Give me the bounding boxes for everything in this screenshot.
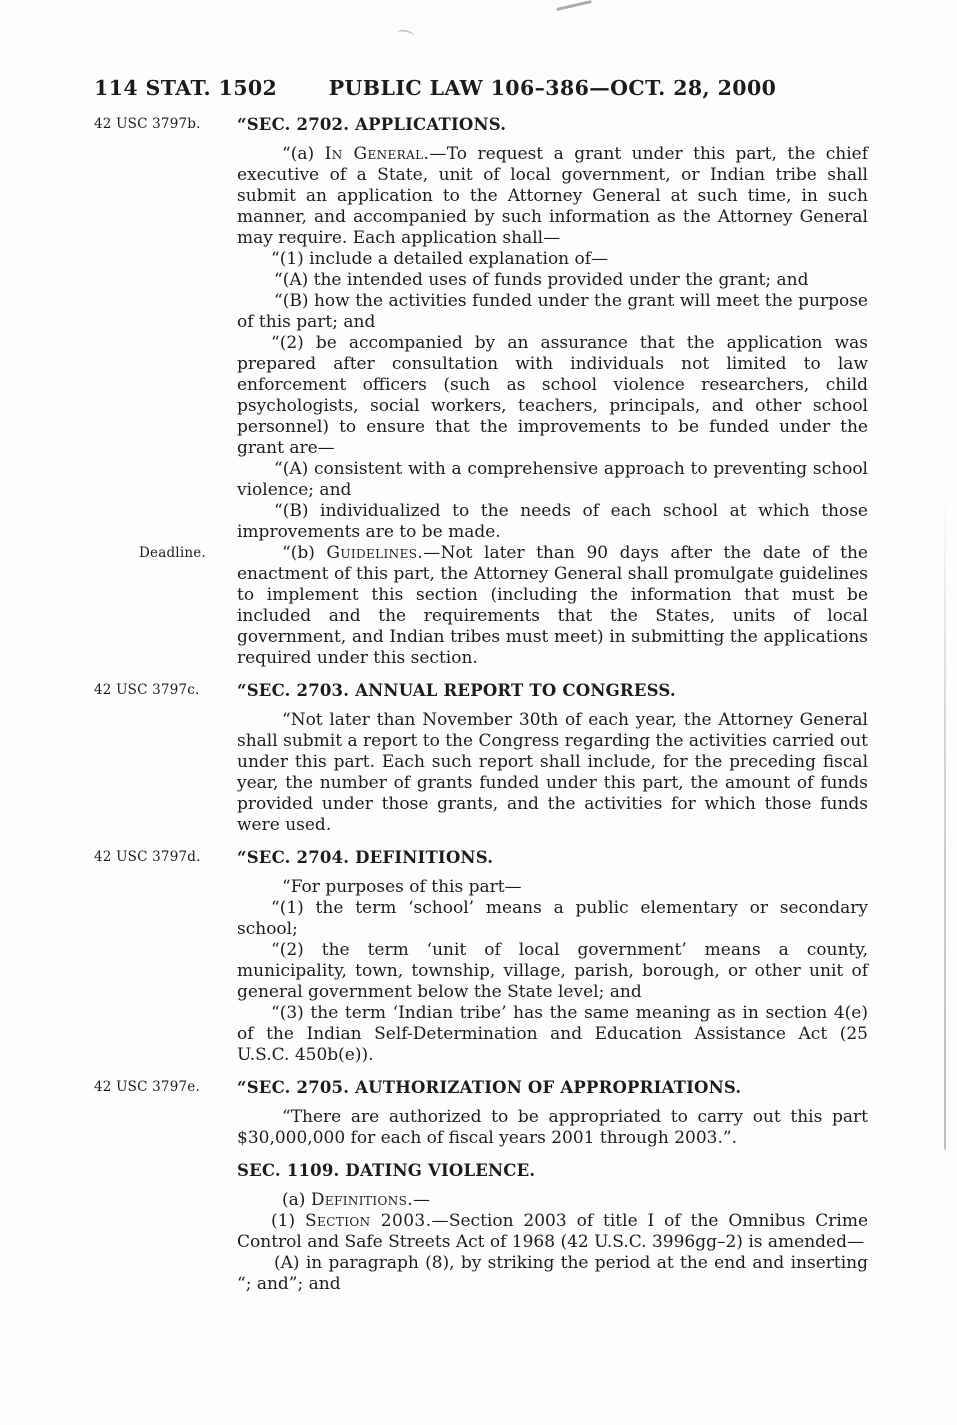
- section-2705-heading: [94, 1077, 868, 1098]
- para-2704-intro: “For purposes of this part—: [282, 877, 522, 897]
- para-2702-a2A: “(A) consistent with a comprehensive approach to preventing school violence; and: [237, 459, 868, 500]
- para-1109-a1-term: Section 2003.—: [305, 1211, 449, 1231]
- para-2702-a-pre: “(a): [282, 144, 325, 164]
- para-1109-a1: [237, 1211, 868, 1253]
- para-1109-a-pre: (a): [282, 1190, 311, 1210]
- para-2705-body: “There are authorized to be appropriated to carry out this part $30,000,000 for each of fiscal years 2001 through 2003.”.: [237, 1107, 868, 1148]
- para-2702-a2B: “(B) individualized to the needs of each school at which those improvements are to be made.: [237, 501, 868, 542]
- statute-body: [94, 114, 868, 1306]
- para-2704-1: “(1) the term ‘school’ means a public elementary or secondary school;: [237, 898, 868, 939]
- section-2702-heading: [94, 114, 868, 135]
- public-law-title: PUBLIC LAW 106–386—OCT. 28, 2000: [328, 76, 777, 100]
- section-2702: [94, 114, 868, 669]
- section-2703-heading: [94, 680, 868, 701]
- section-2705: [94, 1077, 868, 1149]
- para-2703-body: “Not later than November 30th of each year, the Attorney General shall submit a report to the Congress regarding the activities carried out under this part. Each such report shall include, for the preceding fiscal year, the number of grants funded under this part, the amount of funds provided under those grants, and the activities for which those funds were used.: [237, 710, 868, 835]
- scan-pen-mark: [556, 0, 592, 11]
- section-1109: [237, 1160, 868, 1295]
- section-2704-heading: [94, 847, 868, 868]
- para-2702-a-term: In General.—: [324, 144, 447, 164]
- para-2702-b-pre: “(b): [282, 543, 327, 563]
- para-1109-a1-text: Section 2003 of title I of the Omnibus Crime Control and Safe Streets Act of 1968 (42 U.S.C. 3996gg–2) is amended—: [237, 1211, 868, 1252]
- para-2702-b: [139, 543, 868, 669]
- para-2702-b-term: Guidelines.—: [326, 543, 441, 563]
- para-1109-a: [237, 1190, 868, 1211]
- para-2702-a1A: “(A) the intended uses of funds provided under the grant; and: [274, 270, 809, 290]
- scan-smudge-mark: [396, 28, 414, 40]
- section-2704: [94, 847, 868, 1066]
- section-2703: [94, 680, 868, 836]
- section-2702-heading-text: “SEC. 2702. APPLICATIONS.: [237, 115, 507, 134]
- para-2704-2: “(2) the term ‘unit of local government’ means a county, municipality, town, township, village, parish, borough, or other unit of general government below the State level; and: [237, 940, 868, 1002]
- para-2702-a: [237, 144, 868, 249]
- section-2704-heading-text: “SEC. 2704. DEFINITIONS.: [237, 848, 494, 867]
- para-2702-a1B: “(B) how the activities funded under the grant will meet the purpose of this part; and: [237, 291, 868, 332]
- section-1109-heading: [237, 1160, 868, 1181]
- running-header: [0, 76, 957, 106]
- section-1109-heading-text: SEC. 1109. DATING VIOLENCE.: [237, 1161, 536, 1180]
- usc-margin-note-3797e: 42 USC 3797e.: [94, 1079, 200, 1095]
- para-2702-a1: “(1) include a detailed explanation of—: [271, 249, 609, 269]
- usc-margin-note-3797d: 42 USC 3797d.: [94, 849, 201, 865]
- para-2704-3: “(3) the term ‘Indian tribe’ has the same meaning as in section 4(e) of the Indian Self-Determination and Education Assistance Act (25 U.S.C. 450b(e)).: [237, 1003, 868, 1065]
- section-2705-heading-text: “SEC. 2705. AUTHORIZATION OF APPROPRIATIONS.: [237, 1078, 742, 1097]
- page-gutter-scan-line: [944, 490, 946, 1150]
- para-1109-a1A: (A) in paragraph (8), by striking the period at the end and inserting “; and”; and: [237, 1253, 868, 1294]
- stat-page-number: 114 STAT. 1502: [94, 76, 278, 100]
- deadline-margin-note: Deadline.: [139, 545, 206, 561]
- usc-margin-note-3797b: 42 USC 3797b.: [94, 116, 201, 132]
- para-2702-b-text: Not later than 90 days after the date of the enactment of this part, the Attorney General shall promulgate guidelines to implement this section (including the information that must be included and the requirements that the States, units of local government, and Indian tribes must meet) in submitting the applications required under this section.: [237, 543, 868, 668]
- usc-margin-note-3797c: 42 USC 3797c.: [94, 682, 200, 698]
- para-2702-a2: “(2) be accompanied by an assurance that the application was prepared after consultation with individuals not limited to law enforcement officers (such as school violence researchers, child psychologists, social workers, teachers, principals, and other school personnel) to ensure that the improvements to be funded under the grant are—: [237, 333, 868, 458]
- para-1109-a-term: Definitions.—: [310, 1190, 431, 1210]
- para-2702-a-text: To request a grant under this part, the chief executive of a State, unit of local government, or Indian tribe shall submit an application to the Attorney General at such time, in such manner, and accompanied by such information as the Attorney General may require. Each application shall—: [237, 144, 868, 248]
- para-1109-a1-pre: (1): [271, 1211, 305, 1231]
- section-2703-heading-text: “SEC. 2703. ANNUAL REPORT TO CONGRESS.: [237, 681, 676, 700]
